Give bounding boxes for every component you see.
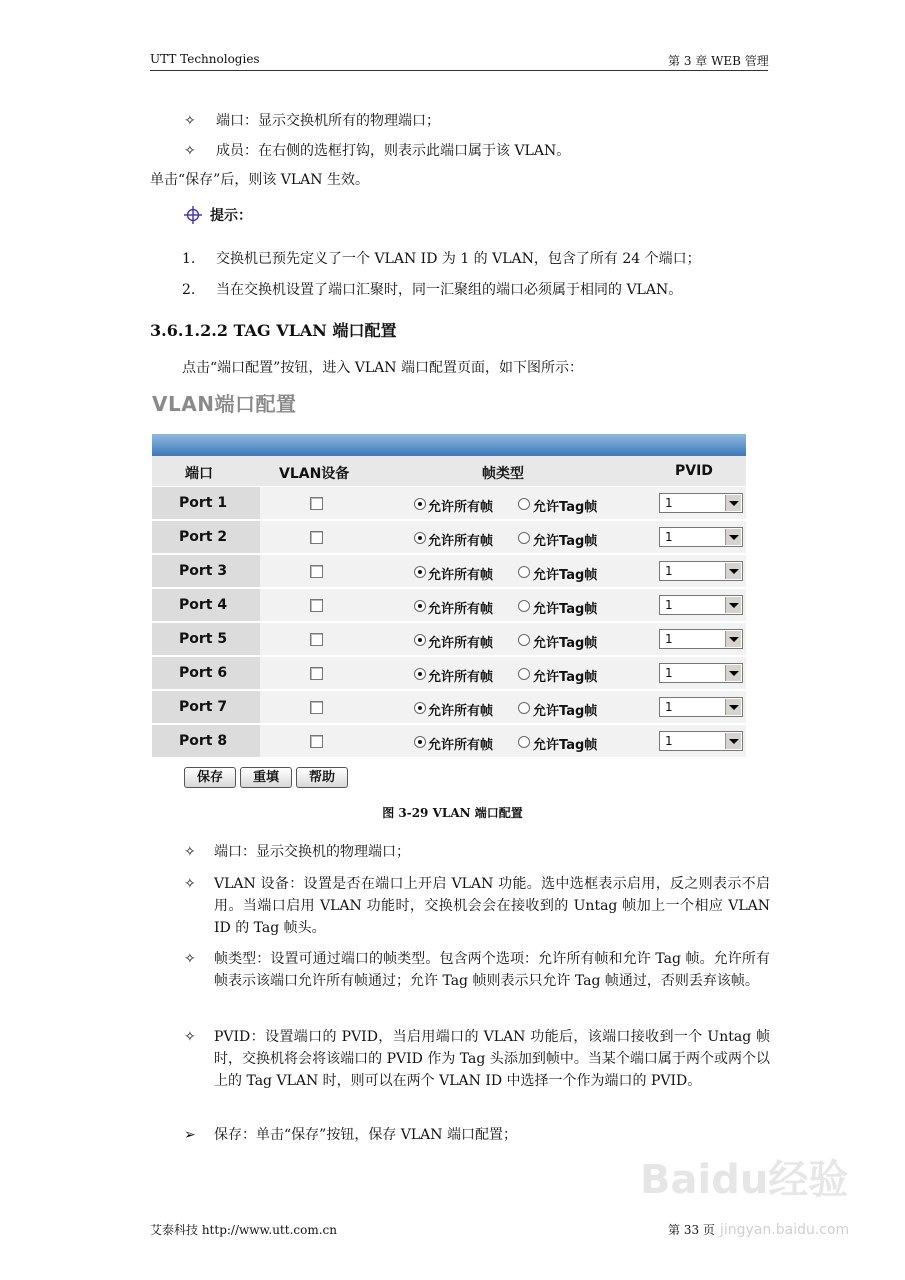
- vlan-device-checkbox[interactable]: [310, 531, 323, 544]
- intro-text: 点击“端口配置”按钮，进入 VLAN 端口配置页面，如下图所示：: [182, 360, 583, 376]
- pvid-value: 1: [665, 632, 673, 646]
- allow-all-frames-label: 允许所有帧: [428, 670, 494, 685]
- reset-button[interactable]: 重填: [240, 767, 292, 788]
- port-label: Port 7: [179, 699, 228, 715]
- allow-tag-frames-radio[interactable]: [518, 702, 530, 714]
- bullet-item: ✧ 帧类型：设置可通过端口的帧类型。包含两个选项：允许所有帧和允许 Tag 帧。允许所有帧表示该端口允许所有帧通过；允许 Tag 帧则表示只允许 Tag 帧通过，否则丢弃该帧。: [184, 951, 770, 989]
- watermark-logo: Baidu经验: [640, 1157, 849, 1203]
- chevron-down-icon[interactable]: [725, 631, 741, 647]
- watermark-url: jingyan.baidu.com: [720, 1222, 850, 1238]
- pvid-select[interactable]: [659, 663, 743, 683]
- bullet-item: ✧ 端口：显示交换机所有的物理端口；: [184, 113, 440, 129]
- table-title-bar: [152, 434, 746, 456]
- port-label: Port 5: [179, 631, 228, 647]
- allow-all-frames-radio[interactable]: [414, 532, 426, 544]
- bullet-item: ➢ 保存：单击“保存”按钮，保存 VLAN 端口配置；: [184, 1127, 517, 1143]
- port-label: Port 3: [179, 563, 228, 579]
- allow-tag-frames-label: 允许Tag帧: [533, 534, 598, 549]
- allow-all-frames-radio[interactable]: [414, 668, 426, 680]
- bullet-item: ✧ 成员：在右侧的选框打钩，则表示此端口属于该 VLAN。: [184, 143, 571, 159]
- allow-all-frames-label: 允许所有帧: [428, 636, 494, 651]
- col-frame-type: 帧类型: [482, 466, 524, 482]
- pvid-select[interactable]: [659, 629, 743, 649]
- allow-all-frames-label: 允许所有帧: [428, 534, 494, 549]
- table-row: [152, 622, 746, 656]
- vlan-device-checkbox[interactable]: [310, 565, 323, 578]
- allow-all-frames-radio[interactable]: [414, 498, 426, 510]
- table-row: [152, 724, 746, 758]
- allow-all-frames-label: 允许所有帧: [428, 568, 494, 583]
- pvid-select[interactable]: [659, 493, 743, 513]
- col-port: 端口: [185, 466, 213, 482]
- allow-tag-frames-radio[interactable]: [518, 736, 530, 748]
- pvid-value: 1: [665, 666, 673, 680]
- col-pvid: PVID: [675, 463, 713, 479]
- bullet-item: ✧ 端口：显示交换机的物理端口；: [184, 844, 410, 860]
- table-row: [152, 588, 746, 622]
- port-label: Port 2: [179, 529, 228, 545]
- pvid-value: 1: [665, 598, 673, 612]
- allow-all-frames-label: 允许所有帧: [428, 500, 494, 515]
- save-button[interactable]: 保存: [184, 767, 236, 788]
- table-row: [152, 656, 746, 690]
- chevron-down-icon[interactable]: [725, 597, 741, 613]
- chevron-down-icon[interactable]: [725, 529, 741, 545]
- pvid-value: 1: [665, 530, 673, 544]
- ui-page-title: VLAN端口配置: [152, 392, 297, 416]
- crosshair-icon: [184, 206, 202, 224]
- port-label: Port 6: [179, 665, 228, 681]
- vlan-device-checkbox[interactable]: [310, 667, 323, 680]
- allow-tag-frames-radio[interactable]: [518, 600, 530, 612]
- allow-tag-frames-radio[interactable]: [518, 566, 530, 578]
- pvid-value: 1: [665, 700, 673, 714]
- vlan-device-checkbox[interactable]: [310, 497, 323, 510]
- table-row: [152, 486, 746, 520]
- save-note: 单击“保存”后，则该 VLAN 生效。: [150, 172, 369, 188]
- allow-all-frames-radio[interactable]: [414, 736, 426, 748]
- allow-tag-frames-label: 允许Tag帧: [533, 738, 598, 753]
- pvid-select[interactable]: [659, 697, 743, 717]
- header-divider: [150, 70, 768, 71]
- header-chapter: 第 3 章 WEB 管理: [668, 54, 769, 68]
- vlan-port-table: [152, 434, 746, 758]
- allow-all-frames-label: 允许所有帧: [428, 738, 494, 753]
- port-label: Port 4: [179, 597, 228, 613]
- allow-all-frames-label: 允许所有帧: [428, 704, 494, 719]
- port-label: Port 1: [179, 495, 228, 511]
- chevron-down-icon[interactable]: [725, 733, 741, 749]
- vlan-device-checkbox[interactable]: [310, 701, 323, 714]
- col-vlan-device: VLAN设备: [279, 466, 350, 482]
- allow-all-frames-radio[interactable]: [414, 702, 426, 714]
- allow-tag-frames-label: 允许Tag帧: [533, 602, 598, 617]
- allow-tag-frames-label: 允许Tag帧: [533, 568, 598, 583]
- allow-tag-frames-label: 允许Tag帧: [533, 670, 598, 685]
- numbered-item: 1. 交换机已预先定义了一个 VLAN ID 为 1 的 VLAN，包含了所有 24 个端口；: [182, 251, 701, 267]
- pvid-select[interactable]: [659, 527, 743, 547]
- section-heading: 3.6.1.2.2 TAG VLAN 端口配置: [150, 321, 397, 340]
- allow-tag-frames-radio[interactable]: [518, 532, 530, 544]
- allow-all-frames-label: 允许所有帧: [428, 602, 494, 617]
- footer-page-number: 第 33 页: [668, 1223, 715, 1237]
- allow-all-frames-radio[interactable]: [414, 634, 426, 646]
- pvid-select[interactable]: [659, 731, 743, 751]
- pvid-value: 1: [665, 496, 673, 510]
- allow-tag-frames-label: 允许Tag帧: [533, 500, 598, 515]
- help-button[interactable]: 帮助: [296, 767, 348, 788]
- port-label: Port 8: [179, 733, 228, 749]
- vlan-device-checkbox[interactable]: [310, 633, 323, 646]
- table-row: [152, 690, 746, 724]
- vlan-device-checkbox[interactable]: [310, 599, 323, 612]
- allow-tag-frames-radio[interactable]: [518, 668, 530, 680]
- figure-caption: 图 3-29 VLAN 端口配置: [382, 806, 523, 820]
- bullet-item: ✧ VLAN 设备：设置是否在端口上开启 VLAN 功能。选中选框表示启用，反之则表示不启用。当端口启用 VLAN 功能时，交换机会会在接收到的 Untag 帧加上一个相应 VLAN ID 的 Tag 帧头。: [184, 876, 770, 936]
- allow-all-frames-radio[interactable]: [414, 566, 426, 578]
- vlan-device-checkbox[interactable]: [310, 735, 323, 748]
- pvid-select[interactable]: [659, 595, 743, 615]
- hint-label: 提示：: [210, 208, 252, 224]
- bullet-item: ✧ PVID：设置端口的 PVID，当启用端口的 VLAN 功能后，该端口接收到一个 Untag 帧时，交换机将会将该端口的 PVID 作为 Tag 头添加到帧中。当某个端口属于两个或两个以上的 Tag VLAN 时，则可以在两个 VLAN ID 中选择一个作为端口的 PVID。: [184, 1029, 770, 1089]
- table-row: [152, 520, 746, 554]
- chevron-down-icon[interactable]: [725, 699, 741, 715]
- pvid-value: 1: [665, 564, 673, 578]
- table-row: [152, 554, 746, 588]
- pvid-value: 1: [665, 734, 673, 748]
- chevron-down-icon[interactable]: [725, 495, 741, 511]
- pvid-select[interactable]: [659, 561, 743, 581]
- numbered-item: 2. 当在交换机设置了端口汇聚时，同一汇聚组的端口必须属于相同的 VLAN。: [182, 282, 683, 298]
- footer-company: 艾泰科技 http://www.utt.com.cn: [150, 1223, 337, 1237]
- allow-all-frames-radio[interactable]: [414, 600, 426, 612]
- allow-tag-frames-radio[interactable]: [518, 634, 530, 646]
- allow-tag-frames-label: 允许Tag帧: [533, 704, 598, 719]
- allow-tag-frames-label: 允许Tag帧: [533, 636, 598, 651]
- table-header: [152, 456, 746, 486]
- allow-tag-frames-radio[interactable]: [518, 498, 530, 510]
- chevron-down-icon[interactable]: [725, 665, 741, 681]
- header-company: UTT Technologies: [150, 52, 260, 66]
- chevron-down-icon[interactable]: [725, 563, 741, 579]
